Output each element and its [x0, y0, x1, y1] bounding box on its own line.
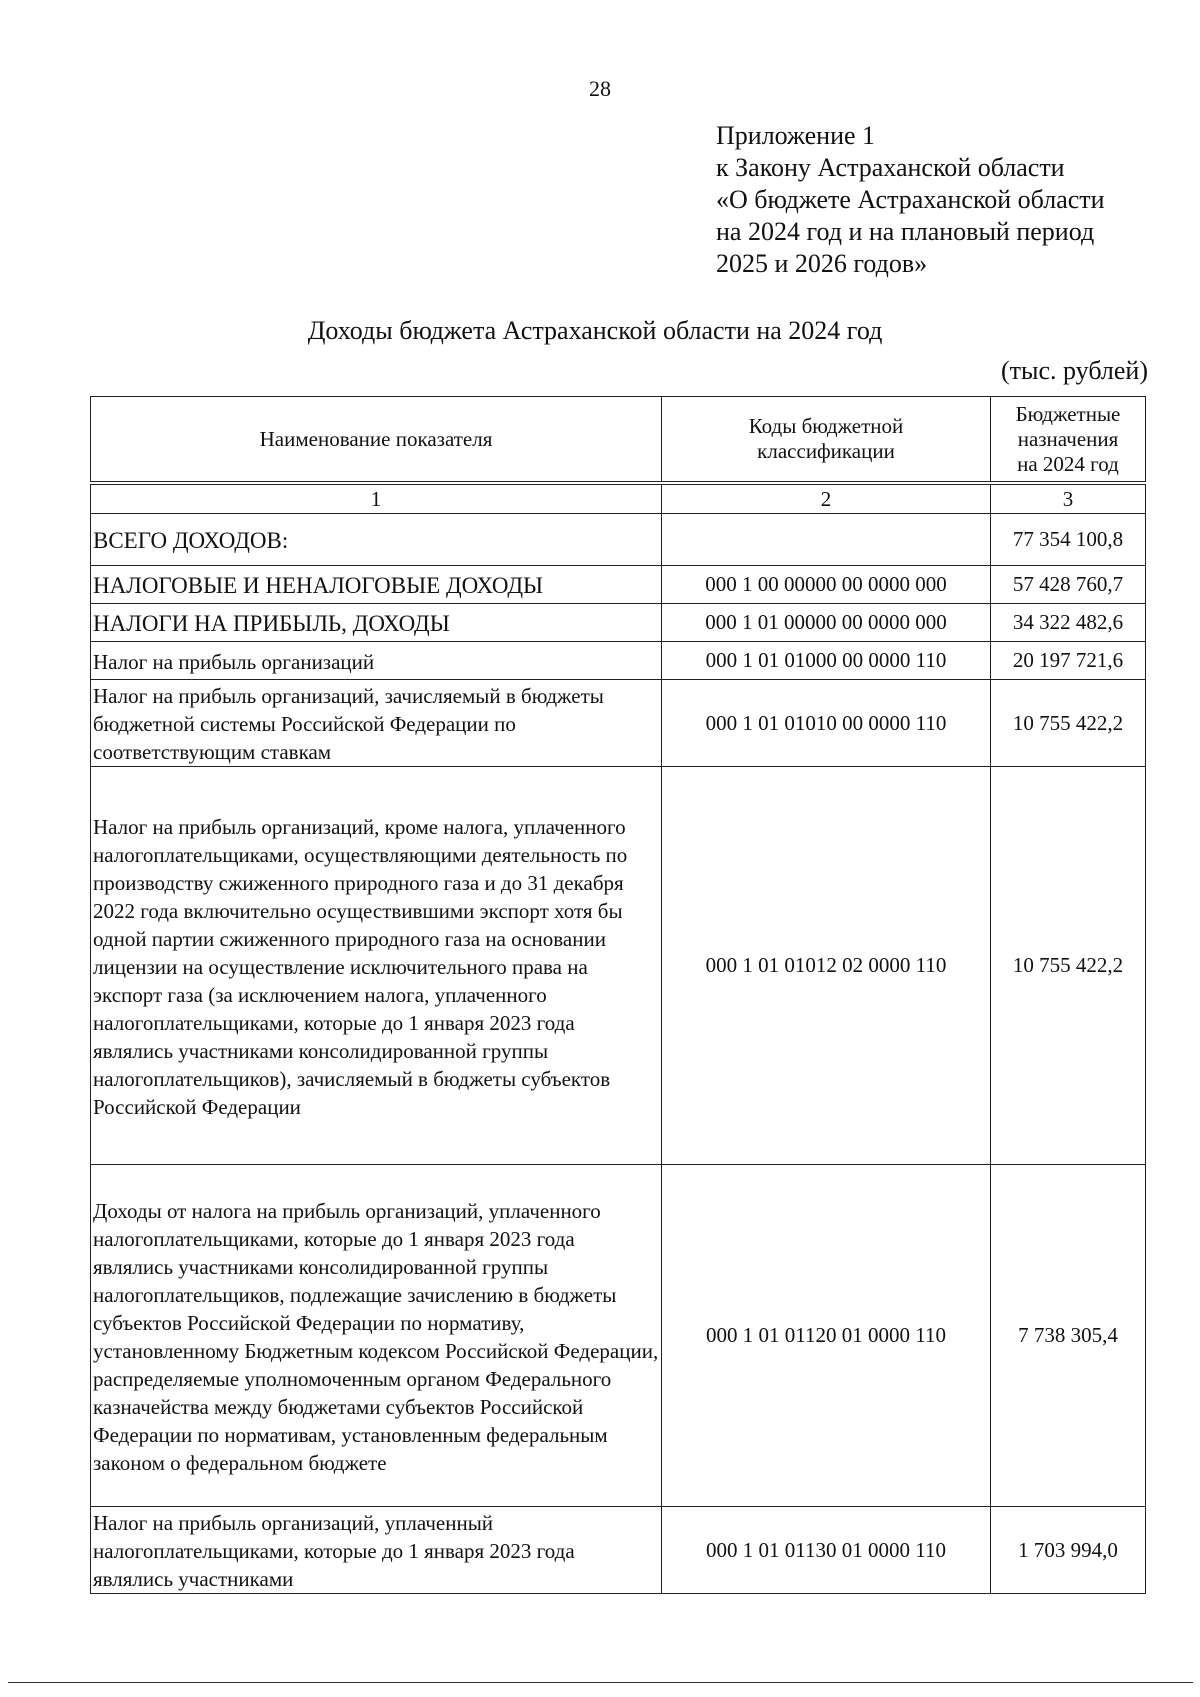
row-amount: 10 755 422,2	[991, 680, 1146, 767]
header-amount: Бюджетные назначения на 2024 год	[991, 397, 1146, 484]
header-code: Коды бюджетной классификации	[662, 397, 991, 484]
table-row	[91, 604, 1146, 642]
table-row	[91, 642, 1146, 680]
row-code: 000 1 01 01000 00 0000 110	[662, 642, 991, 680]
row-name: Налог на прибыль организаций, кроме налога, уплаченного налогоплательщиками, осуществляющими деятельность по производству сжиженного природного газа и до 31 декабря 2022 года включительно осуществившими экспорт хотя бы одной партии сжиженного природного газа на основании лицензии на осуществление исключительного права на экспорт газа (за исключением налога, уплаченного налогоплательщиками, которые до 1 января 2023 года являлись участниками консолидированной группы налогоплательщиков), зачисляемый в бюджеты субъектов Российской Федерации	[91, 767, 662, 1165]
table-row	[91, 1165, 1146, 1507]
appendix-line: Приложение 1	[716, 121, 876, 150]
revenue-table	[90, 396, 1146, 1594]
document-title-text: Доходы бюджета Астраханской области на 2024 год	[307, 316, 883, 345]
row-code: 000 1 01 01120 01 0000 110	[662, 1165, 991, 1507]
row-code: 000 1 01 00000 00 0000 000	[662, 604, 991, 642]
row-amount: 1 703 994,0	[991, 1507, 1146, 1594]
table-row	[91, 680, 1146, 767]
page-number: 28	[589, 76, 611, 101]
column-number: 1	[91, 483, 662, 514]
appendix-line: «О бюджете Астраханской области	[716, 185, 1105, 214]
header-name: Наименование показателя	[91, 397, 662, 484]
appendix-line: 2025 и 2026 годов»	[716, 249, 928, 278]
row-name: ВСЕГО ДОХОДОВ:	[91, 514, 662, 566]
row-name: НАЛОГИ НА ПРИБЫЛЬ, ДОХОДЫ	[91, 604, 662, 642]
row-code: 000 1 00 00000 00 0000 000	[662, 566, 991, 604]
row-code: 000 1 01 01130 01 0000 110	[662, 1507, 991, 1594]
row-code	[662, 514, 991, 566]
appendix-note	[716, 120, 1105, 280]
row-amount: 20 197 721,6	[991, 642, 1146, 680]
column-number: 3	[991, 483, 1146, 514]
appendix-line: к Закону Астраханской области	[716, 153, 1065, 182]
row-name: Налог на прибыль организаций, зачисляемый в бюджеты бюджетной системы Российской Федерации по соответствующим ставкам	[91, 680, 662, 767]
footer-rule	[8, 1682, 1193, 1683]
table-row	[91, 514, 1146, 566]
row-name: Налог на прибыль организаций	[91, 642, 662, 680]
table-header-row	[91, 397, 1146, 484]
row-code: 000 1 01 01012 02 0000 110	[662, 767, 991, 1165]
column-number: 2	[662, 483, 991, 514]
row-name: НАЛОГОВЫЕ И НЕНАЛОГОВЫЕ ДОХОДЫ	[91, 566, 662, 604]
appendix-line: на 2024 год и на плановый период	[716, 217, 1095, 246]
row-name: Доходы от налога на прибыль организаций, уплаченного налогоплательщиками, которые до 1 января 2023 года являлись участниками консолидированной группы налогоплательщиков, подлежащие зачислению в бюджеты субъектов Российской Федерации по нормативу, установленному Бюджетным кодексом Российской Федерации, распределяемые уполномоченным органом Федерального казначейства между бюджетами субъектов Российской Федерации по нормативам, установленным федеральным законом о федеральном бюджете	[91, 1165, 662, 1507]
row-amount: 34 322 482,6	[991, 604, 1146, 642]
row-amount: 77 354 100,8	[991, 514, 1146, 566]
row-code: 000 1 01 01010 00 0000 110	[662, 680, 991, 767]
row-amount: 10 755 422,2	[991, 767, 1146, 1165]
row-name: Налог на прибыль организаций, уплаченный налогоплательщиками, которые до 1 января 2023 года являлись участниками	[91, 1507, 662, 1594]
table-row	[91, 566, 1146, 604]
column-number-row	[91, 483, 1146, 514]
table-row	[91, 767, 1146, 1165]
row-amount: 7 738 305,4	[991, 1165, 1146, 1507]
document-title	[0, 316, 1200, 346]
units-label: (тыс. рублей)	[1000, 356, 1148, 385]
table-row	[91, 1507, 1146, 1594]
row-amount: 57 428 760,7	[991, 566, 1146, 604]
